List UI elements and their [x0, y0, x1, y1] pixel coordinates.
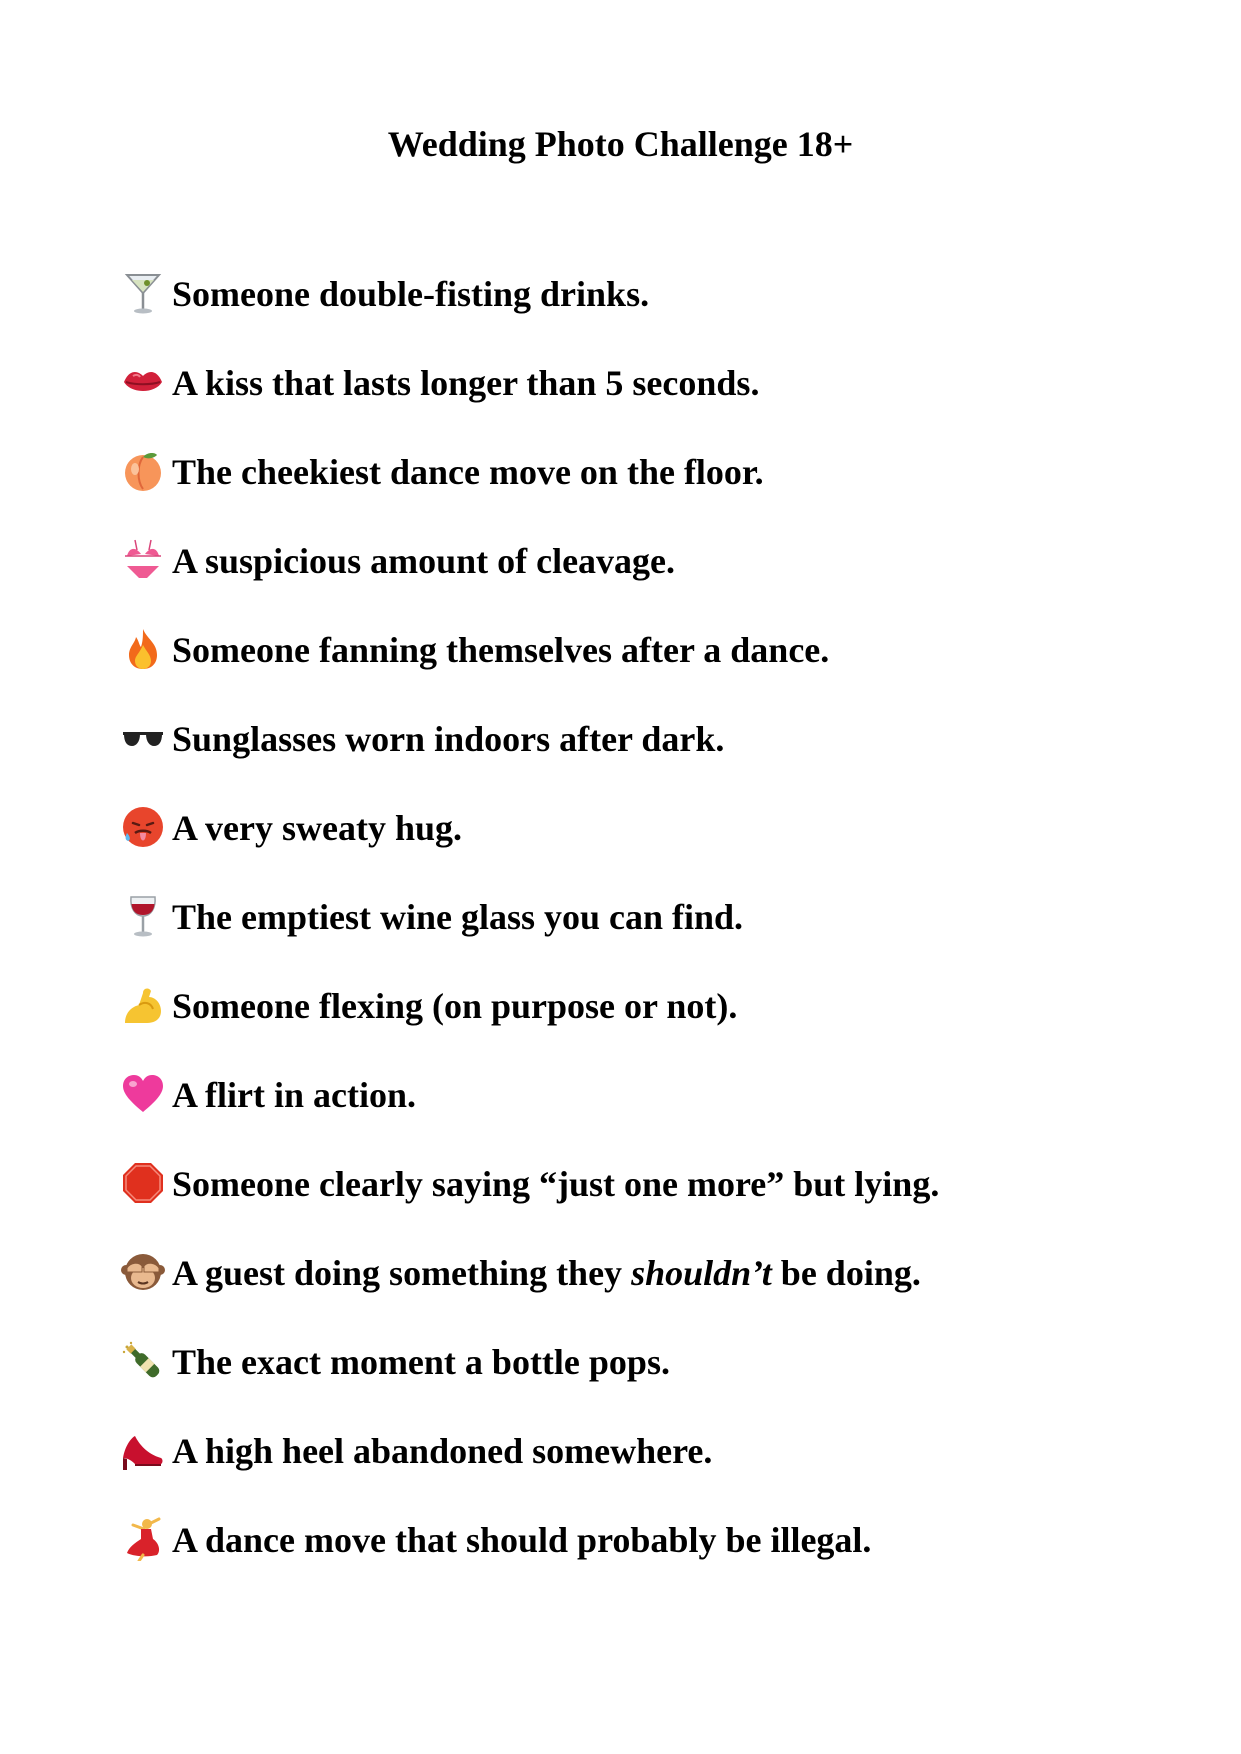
stop-sign-icon — [117, 1157, 169, 1209]
list-item — [117, 1427, 1197, 1516]
item-text: The emptiest wine glass you can find. — [172, 897, 744, 937]
list-item — [117, 270, 1197, 359]
list-item — [117, 359, 1197, 448]
see-no-evil-monkey-icon — [117, 1246, 169, 1298]
hot-face-icon — [117, 801, 169, 853]
list-item — [117, 626, 1197, 715]
list-item — [117, 537, 1197, 626]
peach-icon — [117, 445, 169, 497]
item-text: A dance move that should probably be illegal. — [172, 1520, 872, 1560]
list-item — [117, 982, 1197, 1071]
wine-glass-icon — [117, 890, 169, 942]
item-text: The exact moment a bottle pops. — [172, 1342, 670, 1382]
item-text: A suspicious amount of cleavage. — [172, 541, 676, 581]
item-text: Someone fanning themselves after a dance. — [172, 630, 830, 670]
pink-heart-icon — [117, 1068, 169, 1120]
item-text: Someone clearly saying “just one more” but lying. — [172, 1164, 940, 1204]
flexed-biceps-icon — [117, 979, 169, 1031]
dancer-icon — [117, 1513, 169, 1565]
item-text: A very sweaty hug. — [172, 808, 462, 848]
list-item — [117, 448, 1197, 537]
list-item — [117, 1160, 1197, 1249]
list-item — [117, 804, 1197, 893]
item-text: The cheekiest dance move on the floor. — [172, 452, 764, 492]
champagne-bottle-icon — [117, 1335, 169, 1387]
list-item — [117, 715, 1197, 804]
challenge-list — [117, 270, 1197, 1605]
list-item — [117, 1516, 1197, 1605]
item-text: Someone flexing (on purpose or not). — [172, 986, 738, 1026]
list-item — [117, 1338, 1197, 1427]
page-title: Wedding Photo Challenge 18+ — [387, 124, 854, 164]
kiss-lips-icon — [117, 356, 169, 408]
list-item — [117, 893, 1197, 982]
item-text: Someone double-fisting drinks. — [172, 274, 650, 314]
item-text: Sunglasses worn indoors after dark. — [172, 719, 725, 759]
item-text: A guest doing something they shouldn’t be doing. — [172, 1253, 921, 1293]
sunglasses-icon — [117, 712, 169, 764]
high-heel-icon — [117, 1424, 169, 1476]
cocktail-glass-icon — [117, 267, 169, 319]
list-item — [117, 1071, 1197, 1160]
item-text: A kiss that lasts longer than 5 seconds. — [172, 363, 760, 403]
list-item — [117, 1249, 1197, 1338]
item-text: A flirt in action. — [172, 1075, 416, 1115]
bikini-icon — [117, 534, 169, 586]
item-text: A high heel abandoned somewhere. — [172, 1431, 713, 1471]
fire-icon — [117, 623, 169, 675]
item-text-emphasis: shouldn’t — [631, 1253, 772, 1293]
